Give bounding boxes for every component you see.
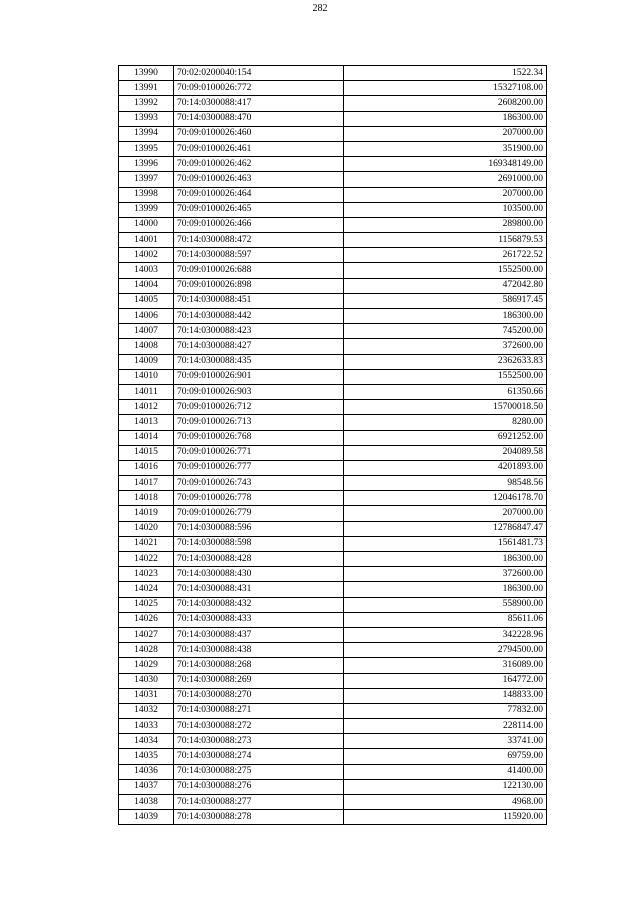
table-row	[119, 749, 547, 764]
value-cell: 586917.45	[344, 293, 547, 308]
value-cell: 2691000.00	[344, 172, 547, 187]
row-number-cell: 14032	[119, 703, 174, 718]
value-cell: 61350.66	[344, 384, 547, 399]
table-row	[119, 734, 547, 749]
value-cell: 2362633.83	[344, 354, 547, 369]
table-row	[119, 795, 547, 810]
row-number-cell: 14029	[119, 658, 174, 673]
row-number-cell: 14012	[119, 400, 174, 415]
row-number-cell: 14026	[119, 612, 174, 627]
value-cell: 316089.00	[344, 658, 547, 673]
cadastral-number-cell: 70:02:0200040:154	[174, 66, 344, 81]
value-cell: 186300.00	[344, 552, 547, 567]
cadastral-number-cell: 70:14:0300088:277	[174, 795, 344, 810]
cadastral-value-table	[118, 65, 547, 825]
cadastral-number-cell: 70:14:0300088:271	[174, 703, 344, 718]
table-row	[119, 673, 547, 688]
row-number-cell: 13992	[119, 96, 174, 111]
cadastral-number-cell: 70:09:0100026:777	[174, 460, 344, 475]
row-number-cell: 14024	[119, 582, 174, 597]
row-number-cell: 14036	[119, 764, 174, 779]
table-row	[119, 187, 547, 202]
value-cell: 98548.56	[344, 476, 547, 491]
cadastral-number-cell: 70:14:0300088:272	[174, 719, 344, 734]
table-row	[119, 339, 547, 354]
table-row	[119, 703, 547, 718]
cadastral-number-cell: 70:14:0300088:451	[174, 293, 344, 308]
row-number-cell: 13993	[119, 111, 174, 126]
row-number-cell: 14002	[119, 248, 174, 263]
table-row	[119, 779, 547, 794]
value-cell: 558900.00	[344, 597, 547, 612]
table-row	[119, 278, 547, 293]
cadastral-number-cell: 70:09:0100026:778	[174, 491, 344, 506]
cadastral-number-cell: 70:09:0100026:743	[174, 476, 344, 491]
value-cell: 207000.00	[344, 126, 547, 141]
row-number-cell: 14018	[119, 491, 174, 506]
value-cell: 15700018.50	[344, 400, 547, 415]
cadastral-number-cell: 70:14:0300088:423	[174, 324, 344, 339]
row-number-cell: 13995	[119, 141, 174, 156]
table-row	[119, 719, 547, 734]
row-number-cell: 14021	[119, 536, 174, 551]
cadastral-number-cell: 70:14:0300088:435	[174, 354, 344, 369]
cadastral-number-cell: 70:14:0300088:596	[174, 521, 344, 536]
cadastral-number-cell: 70:14:0300088:274	[174, 749, 344, 764]
table-row	[119, 430, 547, 445]
cadastral-number-cell: 70:14:0300088:270	[174, 688, 344, 703]
value-cell: 1552500.00	[344, 263, 547, 278]
value-cell: 77832.00	[344, 703, 547, 718]
table-row	[119, 66, 547, 81]
row-number-cell: 13999	[119, 202, 174, 217]
table-row	[119, 293, 547, 308]
row-number-cell: 13996	[119, 157, 174, 172]
table-row	[119, 658, 547, 673]
cadastral-number-cell: 70:14:0300088:278	[174, 810, 344, 825]
row-number-cell: 13997	[119, 172, 174, 187]
value-cell: 8280.00	[344, 415, 547, 430]
cadastral-number-cell: 70:09:0100026:461	[174, 141, 344, 156]
value-cell: 1561481.73	[344, 536, 547, 551]
cadastral-number-cell: 70:14:0300088:437	[174, 627, 344, 642]
value-cell: 69759.00	[344, 749, 547, 764]
row-number-cell: 13991	[119, 81, 174, 96]
row-number-cell: 14016	[119, 460, 174, 475]
row-number-cell: 14007	[119, 324, 174, 339]
value-cell: 207000.00	[344, 187, 547, 202]
value-cell: 169348149.00	[344, 157, 547, 172]
table-row	[119, 491, 547, 506]
row-number-cell: 14023	[119, 567, 174, 582]
cadastral-number-cell: 70:09:0100026:901	[174, 369, 344, 384]
table-row	[119, 627, 547, 642]
page-number: 282	[312, 3, 328, 14]
cadastral-number-cell: 70:09:0100026:768	[174, 430, 344, 445]
row-number-cell: 14033	[119, 719, 174, 734]
value-cell: 1156879.53	[344, 233, 547, 248]
table-row	[119, 384, 547, 399]
row-number-cell: 14000	[119, 217, 174, 232]
value-cell: 2608200.00	[344, 96, 547, 111]
table-row	[119, 536, 547, 551]
cadastral-number-cell: 70:09:0100026:771	[174, 445, 344, 460]
cadastral-number-cell: 70:14:0300088:438	[174, 643, 344, 658]
table-row	[119, 552, 547, 567]
table-row	[119, 612, 547, 627]
table-row	[119, 460, 547, 475]
value-cell: 12046178.70	[344, 491, 547, 506]
value-cell: 6921252.00	[344, 430, 547, 445]
value-cell: 261722.52	[344, 248, 547, 263]
value-cell: 745200.00	[344, 324, 547, 339]
value-cell: 228114.00	[344, 719, 547, 734]
table-row	[119, 476, 547, 491]
row-number-cell: 13990	[119, 66, 174, 81]
value-cell: 186300.00	[344, 309, 547, 324]
value-cell: 472042.80	[344, 278, 547, 293]
row-number-cell: 14008	[119, 339, 174, 354]
row-number-cell: 14015	[119, 445, 174, 460]
cadastral-number-cell: 70:14:0300088:273	[174, 734, 344, 749]
cadastral-number-cell: 70:09:0100026:688	[174, 263, 344, 278]
table-row	[119, 96, 547, 111]
cadastral-number-cell: 70:09:0100026:898	[174, 278, 344, 293]
cadastral-number-cell: 70:09:0100026:463	[174, 172, 344, 187]
value-cell: 15327108.00	[344, 81, 547, 96]
value-cell: 122130.00	[344, 779, 547, 794]
cadastral-number-cell: 70:09:0100026:712	[174, 400, 344, 415]
cadastral-number-cell: 70:09:0100026:466	[174, 217, 344, 232]
row-number-cell: 14039	[119, 810, 174, 825]
cadastral-number-cell: 70:14:0300088:417	[174, 96, 344, 111]
cadastral-number-cell: 70:09:0100026:462	[174, 157, 344, 172]
value-cell: 204089.58	[344, 445, 547, 460]
row-number-cell: 14005	[119, 293, 174, 308]
cadastral-number-cell: 70:09:0100026:903	[174, 384, 344, 399]
table-row	[119, 582, 547, 597]
table-row	[119, 597, 547, 612]
value-cell: 186300.00	[344, 111, 547, 126]
table-row	[119, 111, 547, 126]
table-row	[119, 567, 547, 582]
table-row	[119, 81, 547, 96]
value-cell: 115920.00	[344, 810, 547, 825]
cadastral-number-cell: 70:09:0100026:464	[174, 187, 344, 202]
cadastral-number-cell: 70:14:0300088:432	[174, 597, 344, 612]
row-number-cell: 14006	[119, 309, 174, 324]
cadastral-number-cell: 70:14:0300088:431	[174, 582, 344, 597]
cadastral-number-cell: 70:09:0100026:460	[174, 126, 344, 141]
row-number-cell: 13994	[119, 126, 174, 141]
row-number-cell: 14011	[119, 384, 174, 399]
row-number-cell: 14001	[119, 233, 174, 248]
row-number-cell: 14030	[119, 673, 174, 688]
row-number-cell: 14031	[119, 688, 174, 703]
table-row	[119, 248, 547, 263]
row-number-cell: 14035	[119, 749, 174, 764]
table-row	[119, 643, 547, 658]
cadastral-number-cell: 70:14:0300088:268	[174, 658, 344, 673]
value-cell: 4968.00	[344, 795, 547, 810]
table-row	[119, 521, 547, 536]
value-cell: 289800.00	[344, 217, 547, 232]
table-row	[119, 506, 547, 521]
row-number-cell: 14038	[119, 795, 174, 810]
row-number-cell: 14020	[119, 521, 174, 536]
cadastral-number-cell: 70:14:0300088:598	[174, 536, 344, 551]
value-cell: 207000.00	[344, 506, 547, 521]
row-number-cell: 13998	[119, 187, 174, 202]
cadastral-number-cell: 70:14:0300088:430	[174, 567, 344, 582]
value-cell: 85611.06	[344, 612, 547, 627]
table-row	[119, 324, 547, 339]
row-number-cell: 14017	[119, 476, 174, 491]
table-row	[119, 309, 547, 324]
value-cell: 372600.00	[344, 567, 547, 582]
table-row	[119, 354, 547, 369]
value-cell: 351900.00	[344, 141, 547, 156]
cadastral-number-cell: 70:14:0300088:427	[174, 339, 344, 354]
cadastral-number-cell: 70:14:0300088:472	[174, 233, 344, 248]
cadastral-number-cell: 70:14:0300088:597	[174, 248, 344, 263]
row-number-cell: 14003	[119, 263, 174, 278]
value-cell: 103500.00	[344, 202, 547, 217]
cadastral-number-cell: 70:09:0100026:779	[174, 506, 344, 521]
cadastral-number-cell: 70:14:0300088:276	[174, 779, 344, 794]
cadastral-number-cell: 70:09:0100026:772	[174, 81, 344, 96]
table-row	[119, 688, 547, 703]
row-number-cell: 14025	[119, 597, 174, 612]
table-row	[119, 263, 547, 278]
cadastral-number-cell: 70:14:0300088:433	[174, 612, 344, 627]
row-number-cell: 14027	[119, 627, 174, 642]
table-row	[119, 764, 547, 779]
cadastral-number-cell: 70:14:0300088:269	[174, 673, 344, 688]
table-row	[119, 141, 547, 156]
value-cell: 4201893.00	[344, 460, 547, 475]
table-row	[119, 369, 547, 384]
value-cell: 342228.96	[344, 627, 547, 642]
row-number-cell: 14037	[119, 779, 174, 794]
table-row	[119, 217, 547, 232]
table-row	[119, 172, 547, 187]
value-cell: 1552500.00	[344, 369, 547, 384]
value-cell: 41400.00	[344, 764, 547, 779]
cadastral-number-cell: 70:14:0300088:442	[174, 309, 344, 324]
table-row	[119, 233, 547, 248]
row-number-cell: 14013	[119, 415, 174, 430]
row-number-cell: 14034	[119, 734, 174, 749]
value-cell: 12786847.47	[344, 521, 547, 536]
row-number-cell: 14022	[119, 552, 174, 567]
value-cell: 186300.00	[344, 582, 547, 597]
table-row	[119, 810, 547, 825]
cadastral-number-cell: 70:14:0300088:470	[174, 111, 344, 126]
row-number-cell: 14019	[119, 506, 174, 521]
value-cell: 148833.00	[344, 688, 547, 703]
cadastral-number-cell: 70:09:0100026:465	[174, 202, 344, 217]
table-row	[119, 202, 547, 217]
row-number-cell: 14004	[119, 278, 174, 293]
row-number-cell: 14014	[119, 430, 174, 445]
table-row	[119, 400, 547, 415]
table-row	[119, 415, 547, 430]
table-row	[119, 126, 547, 141]
cadastral-number-cell: 70:14:0300088:428	[174, 552, 344, 567]
value-cell: 1522.34	[344, 66, 547, 81]
table-row	[119, 445, 547, 460]
row-number-cell: 14028	[119, 643, 174, 658]
table-body	[119, 66, 547, 825]
cadastral-number-cell: 70:09:0100026:713	[174, 415, 344, 430]
row-number-cell: 14009	[119, 354, 174, 369]
table-row	[119, 157, 547, 172]
row-number-cell: 14010	[119, 369, 174, 384]
value-cell: 164772.00	[344, 673, 547, 688]
value-cell: 372600.00	[344, 339, 547, 354]
value-cell: 2794500.00	[344, 643, 547, 658]
cadastral-number-cell: 70:14:0300088:275	[174, 764, 344, 779]
value-cell: 33741.00	[344, 734, 547, 749]
